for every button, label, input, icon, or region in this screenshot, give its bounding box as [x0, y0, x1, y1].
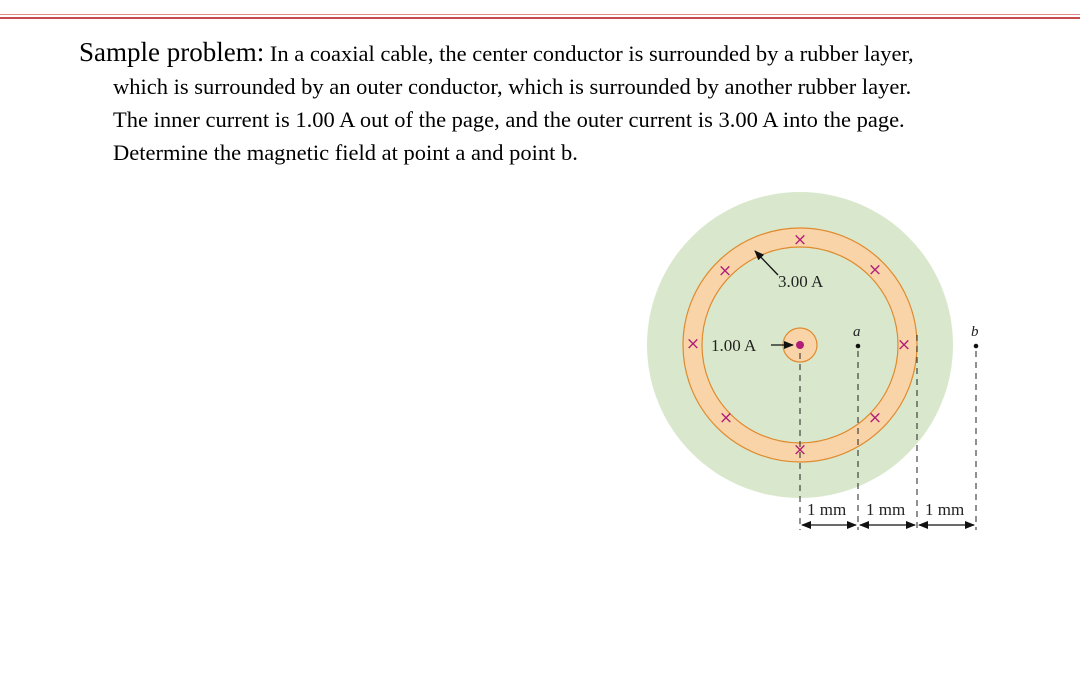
out-of-page-dot: [796, 341, 804, 349]
into-page-marker-left: ×: [685, 334, 701, 354]
problem-statement: [79, 36, 1069, 169]
coaxial-cable-figure: [640, 185, 1000, 555]
into-page-marker-top-right: ×: [867, 260, 883, 280]
dimension-label-2: 1 mm: [866, 500, 906, 519]
problem-lead: Sample problem:: [79, 37, 265, 67]
top-rule: [0, 14, 1080, 19]
problem-line-1: In a coaxial cable, the center conductor is surrounded by a rubber layer,: [264, 41, 914, 66]
top-rule-line-thin: [0, 14, 1080, 15]
point-b-label: b: [971, 324, 979, 340]
dimension-label-1: 1 mm: [807, 500, 847, 519]
into-page-marker-right: ×: [896, 335, 912, 355]
into-page-marker-bottom-right: ×: [867, 408, 883, 428]
into-page-marker-top-left: ×: [717, 261, 733, 281]
point-a-dot: [856, 344, 861, 349]
top-rule-line-thick: [0, 17, 1080, 19]
problem-line-4: Determine the magnetic field at point a and point b.: [113, 140, 578, 165]
into-page-marker-bottom: ×: [792, 440, 808, 460]
into-page-marker-bottom-left: ×: [718, 408, 734, 428]
inner-current-label: 1.00 A: [711, 336, 757, 355]
problem-line-3: The inner current is 1.00 A out of the page, and the outer current is 3.00 A into the page.: [113, 107, 905, 132]
coaxial-cable-diagram: [640, 185, 1000, 555]
into-page-marker-top: ×: [792, 230, 808, 250]
outer-current-label: 3.00 A: [778, 272, 824, 291]
point-b-dot: [974, 344, 979, 349]
dimension-label-3: 1 mm: [925, 500, 965, 519]
point-a-label: a: [853, 324, 861, 340]
problem-line-2: which is surrounded by an outer conductor, which is surrounded by another rubber layer.: [113, 74, 912, 99]
